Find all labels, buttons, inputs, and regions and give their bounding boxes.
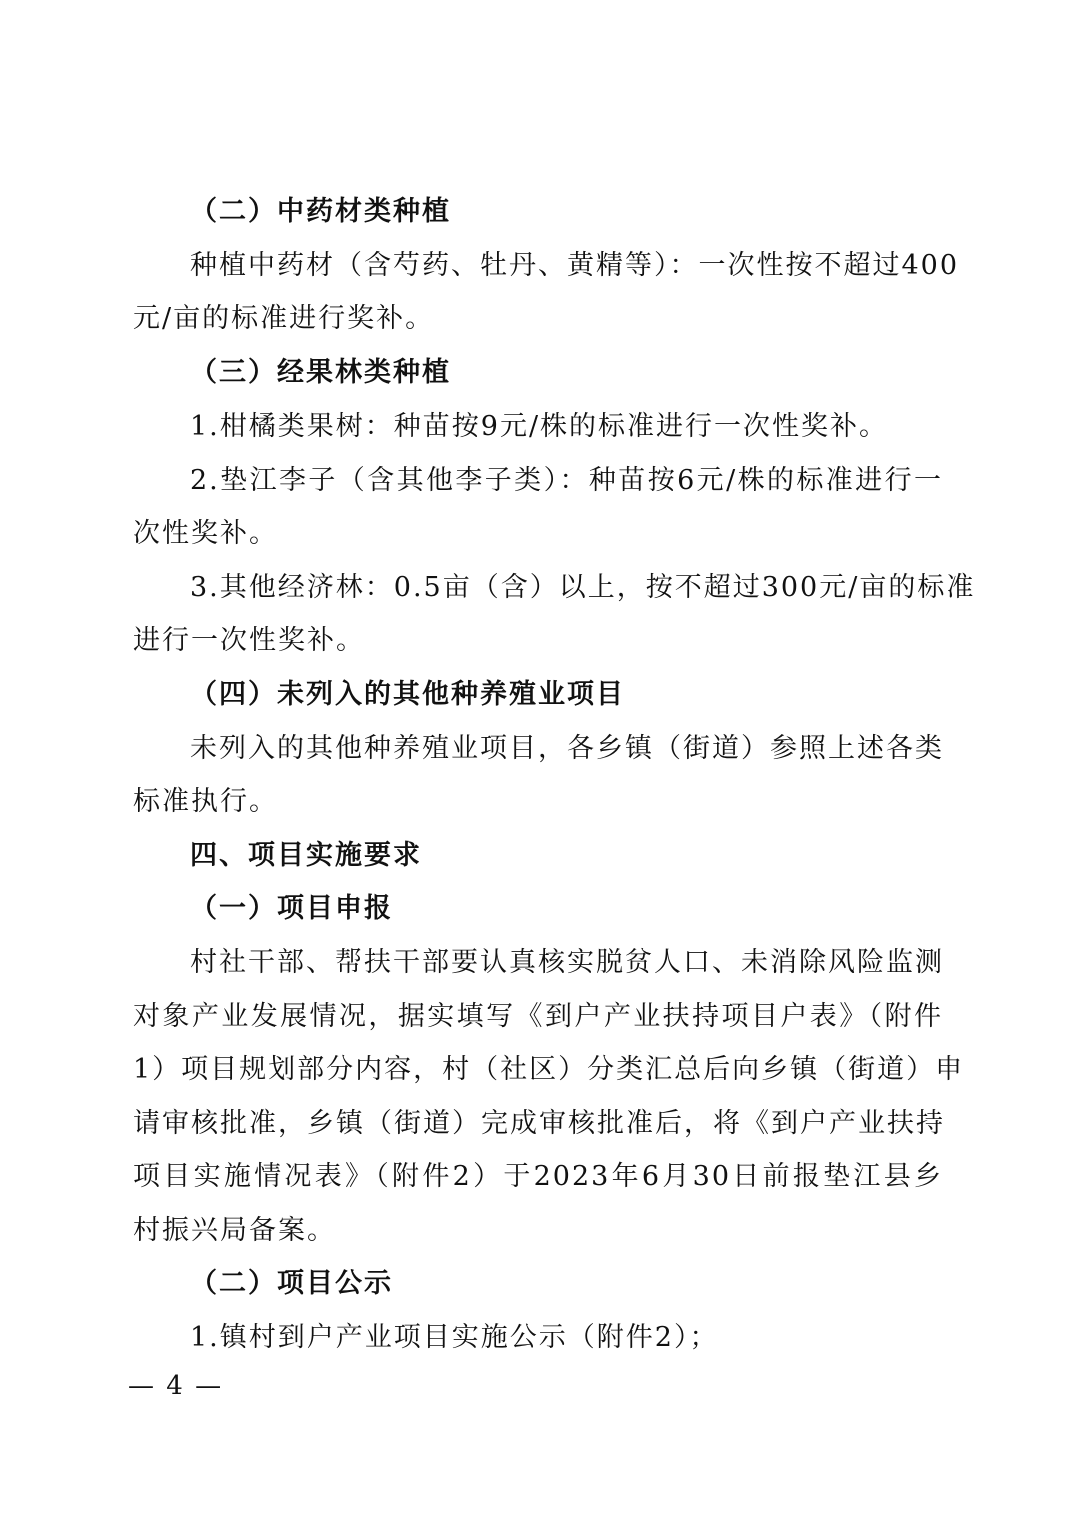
paragraph-line: 项目实施情况表》（附件2）于2023年6月30日前报垫江县乡: [133, 1161, 943, 1192]
paragraph-line: 种植中药材（含芍药、牡丹、黄精等）：一次性按不超过400: [190, 250, 960, 281]
paragraph-line: 1.柑橘类果树：种苗按9元/株的标准进行一次性奖补。: [190, 411, 889, 442]
paragraph-line: 3.其他经济林：0.5亩（含）以上，按不超过300元/亩的标准: [190, 572, 976, 603]
paragraph-line: 2.垫江李子（含其他李子类）：种苗按6元/株的标准进行一: [190, 465, 943, 496]
paragraph-line: 1.镇村到户产业项目实施公示（附件2）；: [190, 1322, 719, 1353]
paragraph-line: 元/亩的标准进行奖补。: [133, 303, 435, 334]
paragraph-line: 次性奖补。: [133, 518, 278, 549]
paragraph-line: 标准执行。: [133, 786, 278, 817]
paragraph-line: 村社干部、帮扶干部要认真核实脱贫人口、未消除风险监测: [190, 947, 944, 978]
subheading-other-projects: （四）未列入的其他种养殖业项目: [190, 679, 625, 710]
paragraph-line: 请审核批准，乡镇（街道）完成审核批准后，将《到户产业扶持: [133, 1108, 945, 1139]
subheading-fruit-forest: （三）经果林类种植: [190, 357, 451, 388]
page-number: — 4 —: [128, 1371, 224, 1401]
paragraph-line: 进行一次性奖补。: [133, 625, 365, 656]
paragraph-line: 村振兴局备案。: [133, 1215, 336, 1246]
paragraph-line: 对象产业发展情况，据实填写《到户产业扶持项目户表》（附件: [133, 1001, 943, 1032]
subheading-project-publicity: （二）项目公示: [190, 1268, 393, 1299]
subheading-herbal-planting: （二）中药材类种植: [190, 196, 451, 227]
subheading-project-application: （一）项目申报: [190, 893, 393, 924]
paragraph-line: 1）项目规划部分内容，村（社区）分类汇总后向乡镇（街道）申: [133, 1054, 965, 1085]
paragraph-line: 未列入的其他种养殖业项目，各乡镇（街道）参照上述各类: [190, 733, 944, 764]
section-heading-implementation: 四、项目实施要求: [190, 840, 422, 871]
